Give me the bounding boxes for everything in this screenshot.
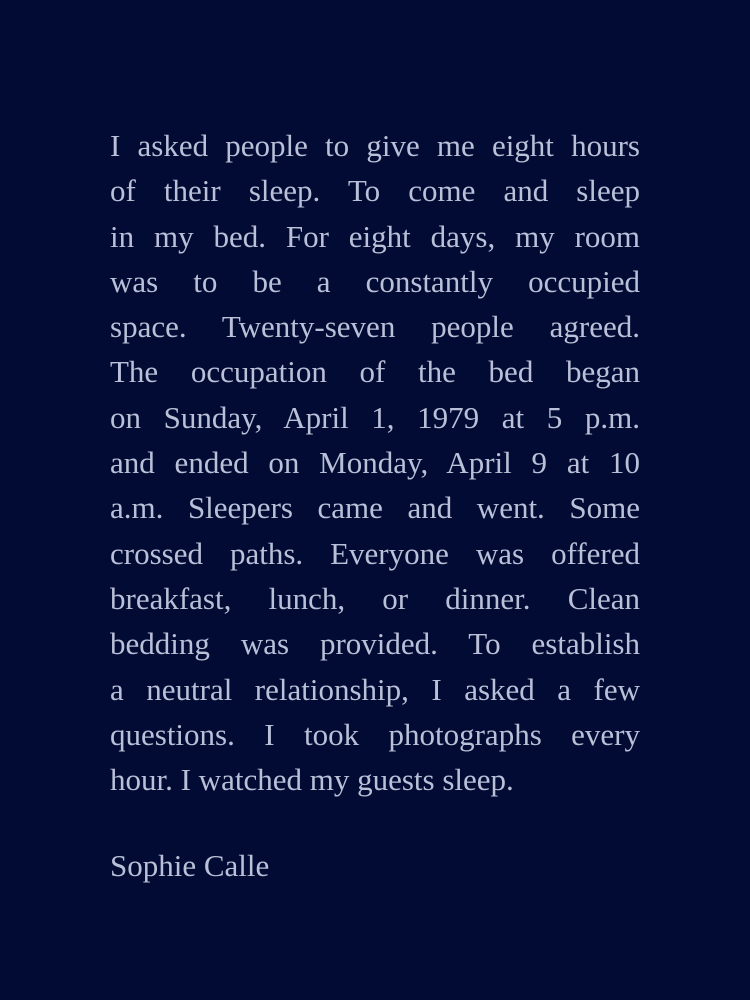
statement-line-2: of their sleep. To come and sleep bbox=[110, 173, 640, 209]
statement-line-1: I asked people to give me eight hours bbox=[110, 128, 640, 163]
statement-line-13: a neutral relationship, I asked a few bbox=[110, 671, 640, 707]
statement-line-7: on Sunday, April 1, 1979 at 5 p.m. bbox=[110, 399, 640, 435]
statement-line-5: space. Twenty-seven people agreed. bbox=[110, 309, 640, 345]
statement-line-14: questions. I took photographs every bbox=[110, 716, 640, 752]
statement-line-15: hour. I watched my guests sleep. bbox=[110, 762, 514, 798]
artist-signature: Sophie Calle bbox=[110, 848, 270, 883]
statement-line-4: was to be a constantly occupied bbox=[110, 263, 640, 299]
statement-line-6: The occupation of the bed began bbox=[110, 354, 640, 390]
statement-line-8: and ended on Monday, April 9 at 10 bbox=[110, 445, 640, 481]
artist-statement-text bbox=[110, 123, 640, 802]
statement-line-3: in my bed. For eight days, my room bbox=[110, 218, 640, 254]
statement-line-9: a.m. Sleepers came and went. Some bbox=[110, 490, 640, 526]
statement-line-11: breakfast, lunch, or dinner. Clean bbox=[110, 580, 640, 616]
statement-line-12: bedding was provided. To establish bbox=[110, 626, 640, 662]
statement-line-10: crossed paths. Everyone was offered bbox=[110, 535, 640, 571]
